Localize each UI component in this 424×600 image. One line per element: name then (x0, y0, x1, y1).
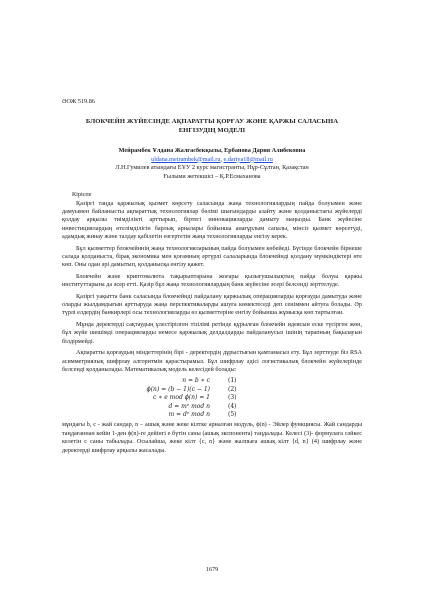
formula-number: (1) (228, 377, 237, 385)
body-paragraph: Бұл қызметтер блокчейннің жаңа технологияларының пайда болуымен көбейеді. Бүгінде блокчейн бірнеше салада қолданыста, бірақ экономика мен қоғамның әртүрлі салаларында блокчейнді қолдану мүмкіндіктері өте көп. Оны одан әрі дамытып, қолданысқа енгізу қажет. (62, 244, 362, 269)
formula-expression: n = b ∗ c (182, 377, 210, 385)
email-link-2[interactable]: e.dariya18@mail.ru (223, 155, 273, 163)
supervisor-line: Ғылыми жетекшісі – Қ.Р.Есмаханова (163, 172, 261, 180)
formula-expression: m = dᵉ mod n (168, 410, 210, 418)
formula-row (62, 386, 362, 394)
paper-title: БЛОКЧЕЙН ЖҮЙЕСІНДЕ АҚПАРАТТЫ ҚОРҒАУ ЖӘНЕ ҚАРЖЫ САЛАСЫНА ЕНГІЗУДІҢ МОДЕЛІ (85, 118, 339, 134)
udc-code: ӘОЖ 519.86 (62, 98, 95, 105)
formula-expression: d = mᵉ mod n (168, 402, 210, 410)
formula-expression: ϕ(n) = (b − 1)(c − 1) (146, 385, 210, 393)
formula-row (62, 394, 362, 402)
formula-expression: c ∗ e mod ϕ(n) = 1 (152, 394, 210, 402)
author-names: Мейрамбек Ұлдана Жалғасбекқызы, Ербанова Дария Алибековна (118, 147, 306, 154)
body-paragraph: Ақпаратты қорғаудың міндеттерінің бірі - деректердің дұрыстығын қамтамасыз ету. Бұл зерттеуде біз RSA асимметриялық шифрлау алгоритмін қарастырамыз. Бұл шифрлау әдісі логистикалық блокчейн жүйелерінде белсенді қолданылады. Математикалық модель келесідей болады: (62, 349, 362, 373)
page-number: 1679 (205, 566, 219, 573)
email-link-1[interactable]: uldana.meirambek@mail.ru (151, 155, 221, 163)
formula-number: (4) (228, 402, 237, 410)
body-paragraph: Мұнда деректерді сақтаудың ұлестірілген тізілімі ретінде құрылған блокчейн идеясын еске түсірген жөн, бұл жүйе шешімді операцияларды немесе қаржылық делдалдарды пайдаланусыз ішінің тарапның бақылауын білдірмейді. (62, 320, 362, 345)
formula-number: (3) (228, 394, 237, 402)
formula-row (62, 377, 362, 385)
formula-row (62, 411, 362, 419)
closing-paragraph: мұндағы b, c - жай сандар, n – ашық және жеке кілтке арналған модуль, ϕ(n) - Эйлер функциясы. Жай сандарды таңдағаннан кейін 1-ден ϕ(n)-ге дейінгі е бүтін саны (ашық экспонента) таңдалады. Келесі (3)- формулага сәйкес келетін с саны табылады. Осылайша, жеке кілт {c, n} және жалпыға ашық кілт {d, n} (4) шифрлау және деректерді шифрлау арқылы жасалады. (62, 421, 362, 454)
body-paragraph: Қазіргі уақытта банк саласында блокчейнді пайдалану қаржылық операцияларды қорғауды дамытуда және оларды жылдамдығын арттыруда жаңа перспективаларды ашуға көмектеседі деп сеніммен айтуға болады. Әр түрлі елдердің банкирлері осы технологияларды өз қызметтеріне енгізу бойынша жұмысқа көп тартылған. (62, 292, 362, 317)
formula-number: (5) (228, 410, 237, 418)
affiliation-line-1: Л.Н.Гумилев атындағы ЕҰУ 2 курс магистранты, Нұр-Сұлтан, Қазақстан (115, 164, 309, 171)
body-paragraph: Қазіргі таңда қаржылық қызмет көрсету саласында жаңа технологиялардың пайда болуымен және дамуымен байланысты ақпараттық технологиялар бөлімі шығындарды азайту және қолданыстағы жүйелерді қолдау арқылы тиімділікті арттырып, біртегі инновацияларды дамыту маңызды. Банк жүйесіне инвестициялардың өтелімділігін барлық арналары бойынша анағұрлым сапалы, мінсіз қызмет көрсетуді, адамдық жинау және талдау қабілетін өзгертетін жаңа технологияларды енгізу керек. (62, 199, 362, 241)
formula-block (62, 377, 362, 419)
author-emails (62, 156, 362, 165)
formula-number: (2) (228, 385, 237, 393)
section-heading: Кіріспе (72, 191, 92, 198)
body-paragraph: Блокчейн және криптовалюта тақырыптарына жоғары қызығушылықтың пайда болуы қаржы институттарына да әсер етті. Қазір бұл жаңа технологиялардың банк жүйесіне әсері белсенді зерттелуде. (62, 272, 362, 289)
formula-row (62, 403, 362, 411)
email-separator: , (220, 155, 224, 163)
